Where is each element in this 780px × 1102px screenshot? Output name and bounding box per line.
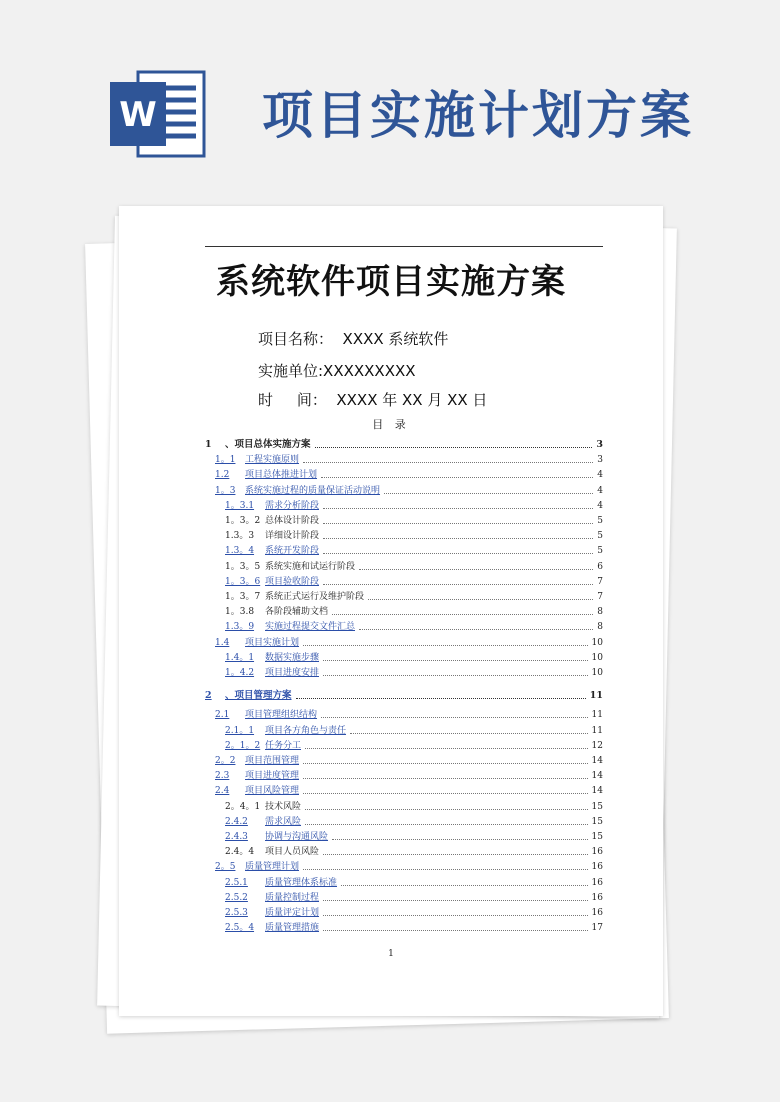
toc-entry-number: 2.5。4	[225, 923, 255, 934]
toc-entry[interactable]	[119, 484, 663, 498]
toc-entry-number: 1.4	[215, 637, 230, 648]
toc-dot-leader	[341, 885, 588, 886]
toc-entry-page: 4	[597, 500, 603, 511]
toc-entry-title: 项目实施计划	[245, 637, 300, 648]
toc-entry-number: 1。3	[215, 485, 236, 496]
toc-entry-number: 1。3。5	[225, 561, 261, 572]
toc-entry-title: 质量控制过程	[265, 892, 320, 903]
toc-entry[interactable]	[119, 620, 663, 634]
toc-dot-leader	[350, 733, 588, 734]
toc-entry-title: 任务分工	[265, 740, 302, 751]
toc-dot-leader	[359, 569, 593, 570]
toc-dot-leader	[323, 538, 593, 539]
toc-dot-leader	[296, 698, 586, 699]
toc-entry-number: 1。3。7	[225, 592, 261, 602]
toc-entry[interactable]	[119, 529, 663, 543]
toc-entry-page: 11	[591, 710, 603, 721]
toc-entry-page: 5	[597, 531, 603, 542]
toc-entry-number: 1。3.8	[225, 607, 255, 618]
toc-entry-page: 15	[591, 816, 603, 827]
toc-entry-number: 2.3	[215, 771, 230, 782]
toc-entry-page: 16	[591, 908, 603, 918]
toc-entry-page: 14	[591, 771, 603, 782]
toc-entry-title: 、项目管理方案	[225, 690, 292, 702]
toc-heading: 目 录	[372, 418, 410, 431]
toc-entry[interactable]	[119, 906, 663, 920]
toc-entry-page: 17	[591, 923, 603, 934]
toc-entry-number: 2。5	[215, 862, 236, 873]
toc-entry-number: 1。3。6	[225, 576, 261, 587]
page-number: 1	[388, 949, 394, 959]
toc-entry-number: 2.5.1	[225, 877, 248, 888]
toc-entry-page: 14	[591, 786, 603, 797]
toc-entry-page: 15	[591, 801, 603, 812]
toc-entry-page: 7	[597, 592, 603, 602]
toc-entry-page: 5	[597, 516, 603, 526]
toc-entry-page: 4	[597, 485, 603, 496]
header-rule	[205, 246, 603, 247]
toc-dot-leader	[323, 584, 593, 585]
toc-entry-title: 项目人员风险	[265, 847, 320, 858]
toc-dot-leader	[323, 900, 588, 901]
toc-entry-title: 工程实施原则	[245, 455, 300, 466]
toc-entry-number: 1.2	[215, 470, 230, 481]
project-name-line: 项目名称： XXXX 系统软件	[258, 330, 449, 348]
toc-entry[interactable]	[119, 739, 663, 753]
toc-entry-title: 系统开发阶段	[265, 546, 320, 557]
toc-entry-title: 系统正式运行及维护阶段	[265, 592, 365, 602]
toc-entry-title: 质量评定计划	[265, 908, 320, 918]
toc-entry[interactable]	[119, 499, 663, 513]
toc-dot-leader	[303, 869, 588, 870]
toc-dot-leader	[368, 599, 593, 600]
toc-entry-title: 系统实施过程的质量保证活动说明	[245, 485, 381, 496]
toc-entry[interactable]	[119, 666, 663, 680]
toc-entry-page: 4	[597, 470, 603, 481]
toc-entry-title: 项目各方角色与责任	[265, 725, 347, 736]
document-title: 系统软件项目实施方案	[216, 262, 566, 302]
toc-entry-page: 11	[589, 690, 603, 702]
toc-entry-page: 16	[591, 877, 603, 888]
toc-entry[interactable]	[119, 514, 663, 528]
toc-entry[interactable]	[119, 754, 663, 768]
implementer-line: 实施单位:XXXXXXXXX	[258, 362, 416, 380]
toc-entry-number: 2.5.3	[225, 908, 248, 918]
toc-entry[interactable]	[119, 560, 663, 574]
toc-entry-number: 2.4.2	[225, 816, 248, 827]
toc-entry-page: 11	[591, 725, 603, 736]
toc-entry[interactable]	[119, 830, 663, 844]
toc-entry-number: 2	[205, 690, 212, 702]
toc-entry-page: 16	[591, 892, 603, 903]
toc-entry[interactable]	[119, 605, 663, 619]
toc-entry-title: 各阶段辅助文档	[265, 607, 329, 618]
toc-dot-leader	[323, 854, 588, 855]
banner-title: 项目实施计划方案	[262, 87, 695, 146]
toc-entry-title: 项目风险管理	[245, 786, 300, 797]
toc-entry-number: 1.3。3	[225, 531, 255, 542]
toc-dot-leader	[303, 645, 588, 646]
toc-entry-title: 需求分析阶段	[265, 500, 320, 511]
toc-dot-leader	[305, 748, 588, 749]
toc-entry-title: 需求风险	[265, 816, 302, 827]
toc-dot-leader	[321, 477, 593, 478]
toc-entry-page: 14	[591, 756, 603, 766]
toc-entry[interactable]	[119, 438, 663, 452]
toc-entry[interactable]	[119, 544, 663, 558]
toc-entry[interactable]	[119, 891, 663, 905]
toc-entry-title: 项目验收阶段	[265, 576, 320, 587]
toc-entry[interactable]	[119, 651, 663, 665]
toc-entry-title: 协调与沟通风险	[265, 832, 329, 842]
toc-entry-page: 10	[591, 637, 603, 648]
toc-entry[interactable]	[119, 708, 663, 722]
toc-entry-number: 1。3.1	[225, 500, 255, 511]
toc-entry[interactable]	[119, 784, 663, 798]
toc-entry-title: 、项目总体实施方案	[225, 439, 311, 450]
document-page	[119, 206, 663, 1016]
toc-dot-leader	[332, 614, 593, 615]
toc-dot-leader	[323, 930, 588, 931]
toc-entry-number: 2.4	[215, 786, 230, 797]
toc-entry[interactable]	[119, 590, 663, 604]
toc-entry-title: 实施过程提交文件汇总	[265, 622, 356, 633]
toc-entry-page: 5	[597, 546, 603, 557]
toc-entry-page: 3	[596, 439, 603, 450]
toc-entry-number: 1.3。9	[225, 622, 255, 633]
toc-dot-leader	[359, 629, 593, 630]
toc-dot-leader	[305, 809, 588, 810]
toc-entry-title: 系统实施和试运行阶段	[265, 561, 356, 572]
toc-entry-number: 2.5.2	[225, 892, 248, 903]
toc-dot-leader	[303, 763, 588, 764]
toc-entry-number: 2.1	[215, 710, 230, 721]
toc-dot-leader	[323, 915, 588, 916]
toc-entry[interactable]	[119, 468, 663, 482]
toc-dot-leader	[305, 824, 588, 825]
toc-entry-number: 2。1。2	[225, 740, 261, 751]
toc-entry-number: 1.3。4	[225, 546, 255, 557]
toc-entry-title: 项目总体推进计划	[245, 470, 318, 481]
toc-entry-title: 质量管理计划	[245, 862, 300, 873]
toc-dot-leader	[323, 675, 588, 676]
toc-entry[interactable]	[119, 453, 663, 467]
word-icon	[108, 68, 208, 160]
toc-dot-leader	[384, 493, 593, 494]
toc-entry-page: 10	[591, 668, 603, 678]
toc-dot-leader	[323, 553, 593, 554]
toc-entry-title: 数据实施步骤	[265, 652, 320, 663]
toc-entry-number: 1。1	[215, 455, 236, 466]
toc-dot-leader	[323, 523, 593, 524]
toc-entry[interactable]	[119, 689, 663, 703]
toc-entry[interactable]	[119, 860, 663, 874]
toc-dot-leader	[323, 508, 593, 509]
toc-entry[interactable]	[119, 921, 663, 935]
toc-entry-page: 8	[597, 607, 603, 618]
toc-entry[interactable]	[119, 876, 663, 890]
toc-entry-title: 详细设计阶段	[265, 531, 320, 542]
toc-entry-title: 项目进度管理	[245, 771, 300, 782]
toc-entry-page: 8	[597, 622, 603, 633]
toc-entry-title: 技术风险	[265, 801, 302, 812]
toc-entry-page: 10	[591, 652, 603, 663]
toc-dot-leader	[323, 660, 588, 661]
toc-entry-number: 2。2	[215, 756, 236, 766]
toc-entry-page: 3	[597, 455, 603, 466]
toc-entry[interactable]	[119, 815, 663, 829]
toc-entry[interactable]	[119, 724, 663, 738]
toc-dot-leader	[321, 717, 588, 718]
word-icon-letter: W	[119, 95, 157, 135]
toc-dot-leader	[332, 839, 588, 840]
toc-entry-page: 16	[591, 862, 603, 873]
toc-dot-leader	[303, 778, 588, 779]
toc-entry[interactable]	[119, 575, 663, 589]
toc-entry-title: 项目范围管理	[245, 756, 300, 766]
toc-dot-leader	[315, 447, 593, 448]
toc-entry[interactable]	[119, 636, 663, 650]
toc-entry[interactable]	[119, 769, 663, 783]
toc-entry-title: 质量管理体系标准	[265, 877, 338, 888]
toc-entry-number: 1	[205, 439, 212, 450]
toc-entry-number: 2.1。1	[225, 725, 255, 736]
toc-entry-title: 项目进度安排	[265, 668, 320, 678]
date-line: 时 间： XXXX 年 XX 月 XX 日	[258, 391, 488, 409]
toc-dot-leader	[303, 793, 588, 794]
toc-entry-page: 7	[597, 576, 603, 587]
toc-dot-leader	[303, 462, 593, 463]
toc-entry-title: 总体设计阶段	[265, 516, 320, 526]
toc-entry-page: 12	[591, 740, 603, 751]
toc-entry-title: 质量管理措施	[265, 923, 320, 934]
toc-entry-number: 2.4。4	[225, 847, 255, 858]
toc-entry-title: 项目管理组织结构	[245, 710, 318, 721]
toc-entry-number: 1.4。1	[225, 652, 255, 663]
toc-entry-number: 1。3。2	[225, 516, 261, 526]
toc-entry-page: 6	[597, 561, 603, 572]
toc-entry-page: 16	[591, 847, 603, 858]
toc-entry[interactable]	[119, 845, 663, 859]
toc-entry-number: 1。4.2	[225, 668, 255, 678]
toc-entry-number: 2。4。1	[225, 801, 261, 812]
toc-entry-number: 2.4.3	[225, 832, 248, 842]
toc-entry[interactable]	[119, 800, 663, 814]
toc-entry-page: 15	[591, 832, 603, 842]
